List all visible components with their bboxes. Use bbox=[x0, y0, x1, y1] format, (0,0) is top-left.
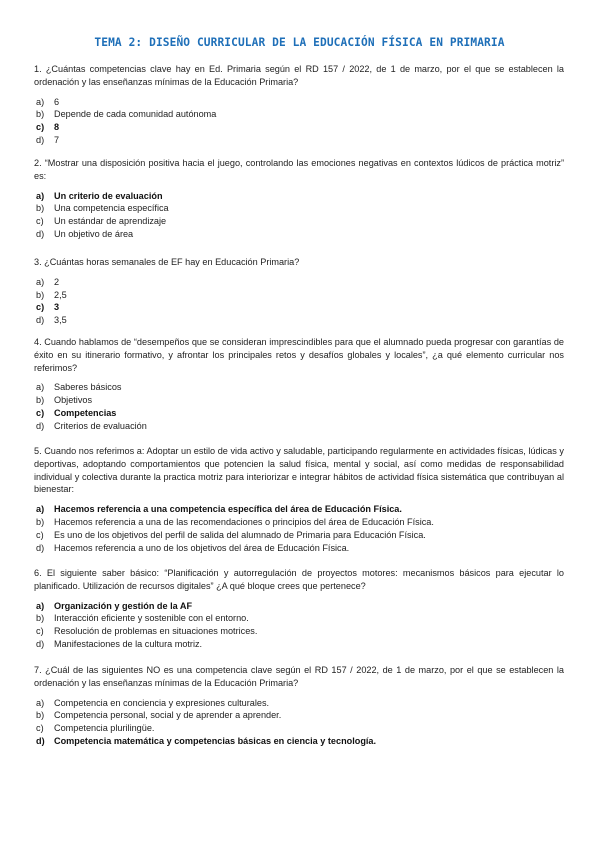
option-item-correct bbox=[34, 600, 564, 613]
option-text: Criterios de evaluación bbox=[54, 420, 147, 431]
option-text: Interacción eficiente y sostenible con el entorno. bbox=[54, 613, 249, 624]
option-item bbox=[34, 542, 564, 555]
option-text: Hacemos referencia a una competencia específica del área de Educación Física. bbox=[54, 504, 402, 515]
option-text: Un criterio de evaluación bbox=[54, 190, 163, 201]
option-item-correct bbox=[34, 407, 564, 420]
option-text: 3,5 bbox=[54, 315, 67, 326]
question-3 bbox=[34, 256, 564, 327]
option-letter: d) bbox=[36, 315, 45, 326]
option-item bbox=[34, 625, 564, 638]
option-letter: c) bbox=[36, 216, 44, 227]
option-text: Un estándar de aprendizaje bbox=[54, 216, 167, 227]
option-text: Resolución de problemas en situaciones motrices. bbox=[54, 626, 258, 637]
question-text: 4. Cuando hablamos de “desempeños que se consideran imprescindibles para que el alumnado pueda progresar con garantías de éxito en su itinerario formativo, y afrontar los principales retos y desafíos globales y locales”, ¿a qué elemento curricular nos referimos? bbox=[34, 337, 564, 373]
option-text: Un objetivo de área bbox=[54, 228, 134, 239]
option-text: 2 bbox=[54, 276, 60, 287]
option-text: 2,5 bbox=[54, 289, 67, 300]
option-letter: a) bbox=[36, 504, 45, 515]
option-text: Competencias bbox=[54, 407, 117, 418]
option-letter: a) bbox=[36, 96, 45, 107]
option-item bbox=[34, 134, 564, 147]
option-item bbox=[34, 276, 564, 289]
option-item bbox=[34, 394, 564, 407]
option-letter: a) bbox=[36, 600, 45, 611]
option-text: Objetivos bbox=[54, 395, 93, 406]
option-text: 3 bbox=[54, 302, 60, 313]
option-letter: b) bbox=[36, 289, 45, 300]
option-list bbox=[34, 96, 564, 147]
question-7 bbox=[34, 664, 564, 748]
option-text: Una competencia específica bbox=[54, 203, 169, 214]
option-item bbox=[34, 722, 564, 735]
option-letter: c) bbox=[36, 407, 45, 418]
question-1 bbox=[34, 63, 564, 147]
option-letter: b) bbox=[36, 613, 45, 624]
option-text: Competencia en conciencia y expresiones culturales. bbox=[54, 697, 270, 708]
option-item bbox=[34, 709, 564, 722]
option-item bbox=[34, 202, 564, 215]
option-item bbox=[34, 96, 564, 109]
option-text: 6 bbox=[54, 96, 60, 107]
question-text: 3. ¿Cuántas horas semanales de EF hay en Educación Primaria? bbox=[34, 257, 300, 267]
option-item bbox=[34, 638, 564, 651]
option-item bbox=[34, 215, 564, 228]
option-list bbox=[34, 600, 564, 651]
question-2 bbox=[34, 157, 564, 241]
option-letter: d) bbox=[36, 134, 45, 145]
option-text: 7 bbox=[54, 134, 60, 145]
question-5 bbox=[34, 445, 564, 554]
option-item bbox=[34, 314, 564, 327]
question-text: 6. El siguiente saber básico: “Planificación y autorregulación de proyectos motores: mecanismos básicos para ejecutar lo planificado. Utilización de recursos digitales” ¿A qué bloque crees que pertenece? bbox=[34, 568, 564, 591]
option-letter: d) bbox=[36, 542, 45, 553]
option-letter: a) bbox=[36, 697, 45, 708]
option-item-correct bbox=[34, 301, 564, 314]
option-list bbox=[34, 697, 564, 748]
option-letter: c) bbox=[36, 626, 44, 637]
option-text: Hacemos referencia a uno de los objetivos del área de Educación Física. bbox=[54, 542, 350, 553]
option-letter: b) bbox=[36, 203, 45, 214]
option-text: Es uno de los objetivos del perfil de salida del alumnado de Primaria para Educación Física. bbox=[54, 529, 426, 540]
option-item-correct bbox=[34, 190, 564, 203]
option-list bbox=[34, 503, 564, 554]
option-item bbox=[34, 697, 564, 710]
option-letter: d) bbox=[36, 735, 45, 746]
question-text: 5. Cuando nos referimos a: Adoptar un estilo de vida activo y saludable, participando regularmente en actividades físicas, lúdicas y deportivas, adoptando comportamientos que potencien la salud física, mental y social, así como medidas de responsabilidad individual y colectiva durante la practica motriz para interiorizar e integrar hábitos de actividad física sistemática que contribuyan al bienestar: bbox=[34, 446, 564, 495]
option-text: Saberes básicos bbox=[54, 382, 122, 393]
option-letter: c) bbox=[36, 302, 45, 313]
option-item bbox=[34, 381, 564, 394]
option-letter: d) bbox=[36, 420, 45, 431]
option-item bbox=[34, 108, 564, 121]
option-letter: d) bbox=[36, 638, 45, 649]
option-text: Manifestaciones de la cultura motriz. bbox=[54, 638, 203, 649]
option-item-correct bbox=[34, 121, 564, 134]
option-letter: b) bbox=[36, 710, 45, 721]
option-letter: b) bbox=[36, 516, 45, 527]
option-item-correct bbox=[34, 503, 564, 516]
question-6 bbox=[34, 567, 564, 651]
question-4 bbox=[34, 336, 564, 433]
option-text: Hacemos referencia a una de las recomendaciones o principios del área de Educación Física. bbox=[54, 516, 434, 527]
option-text: Competencia personal, social y de aprender a aprender. bbox=[54, 710, 282, 721]
option-letter: b) bbox=[36, 395, 45, 406]
option-letter: c) bbox=[36, 723, 44, 734]
option-list bbox=[34, 276, 564, 327]
page-title: TEMA 2: DISEÑO CURRICULAR DE LA EDUCACIÓN FÍSICA EN PRIMARIA bbox=[94, 36, 505, 49]
option-item bbox=[34, 612, 564, 625]
option-letter: c) bbox=[36, 122, 45, 133]
option-letter: a) bbox=[36, 382, 45, 393]
option-text: Competencia matemática y competencias básicas en ciencia y tecnología. bbox=[54, 735, 377, 746]
option-letter: a) bbox=[36, 190, 45, 201]
option-item bbox=[34, 420, 564, 433]
question-text: 7. ¿Cuál de las siguientes NO es una competencia clave según el RD 157 / 2022, de 1 de marzo, por el que se establecen la ordenación y las enseñanzas mínimas de la Educación Primaria? bbox=[34, 665, 564, 688]
option-text: Competencia plurilingüe. bbox=[54, 723, 155, 734]
option-item bbox=[34, 516, 564, 529]
option-list bbox=[34, 381, 564, 432]
option-text: Organización y gestión de la AF bbox=[54, 600, 193, 611]
option-letter: a) bbox=[36, 276, 45, 287]
option-letter: c) bbox=[36, 529, 44, 540]
option-text: Depende de cada comunidad autónoma bbox=[54, 109, 217, 120]
option-item bbox=[34, 529, 564, 542]
option-item-correct bbox=[34, 735, 564, 748]
option-letter: d) bbox=[36, 228, 45, 239]
option-list bbox=[34, 190, 564, 241]
option-item bbox=[34, 289, 564, 302]
option-item bbox=[34, 228, 564, 241]
question-text: 2. “Mostrar una disposición positiva hacia el juego, controlando las emociones negativas en contextos lúdicos de práctica motriz” es: bbox=[34, 158, 564, 181]
question-text: 1. ¿Cuántas competencias clave hay en Ed. Primaria según el RD 157 / 2022, de 1 de marzo, por el que se establecen la ordenación y las enseñanzas mínimas de la Educación Primaria? bbox=[34, 64, 564, 87]
option-letter: b) bbox=[36, 109, 45, 120]
option-text: 8 bbox=[54, 122, 60, 133]
